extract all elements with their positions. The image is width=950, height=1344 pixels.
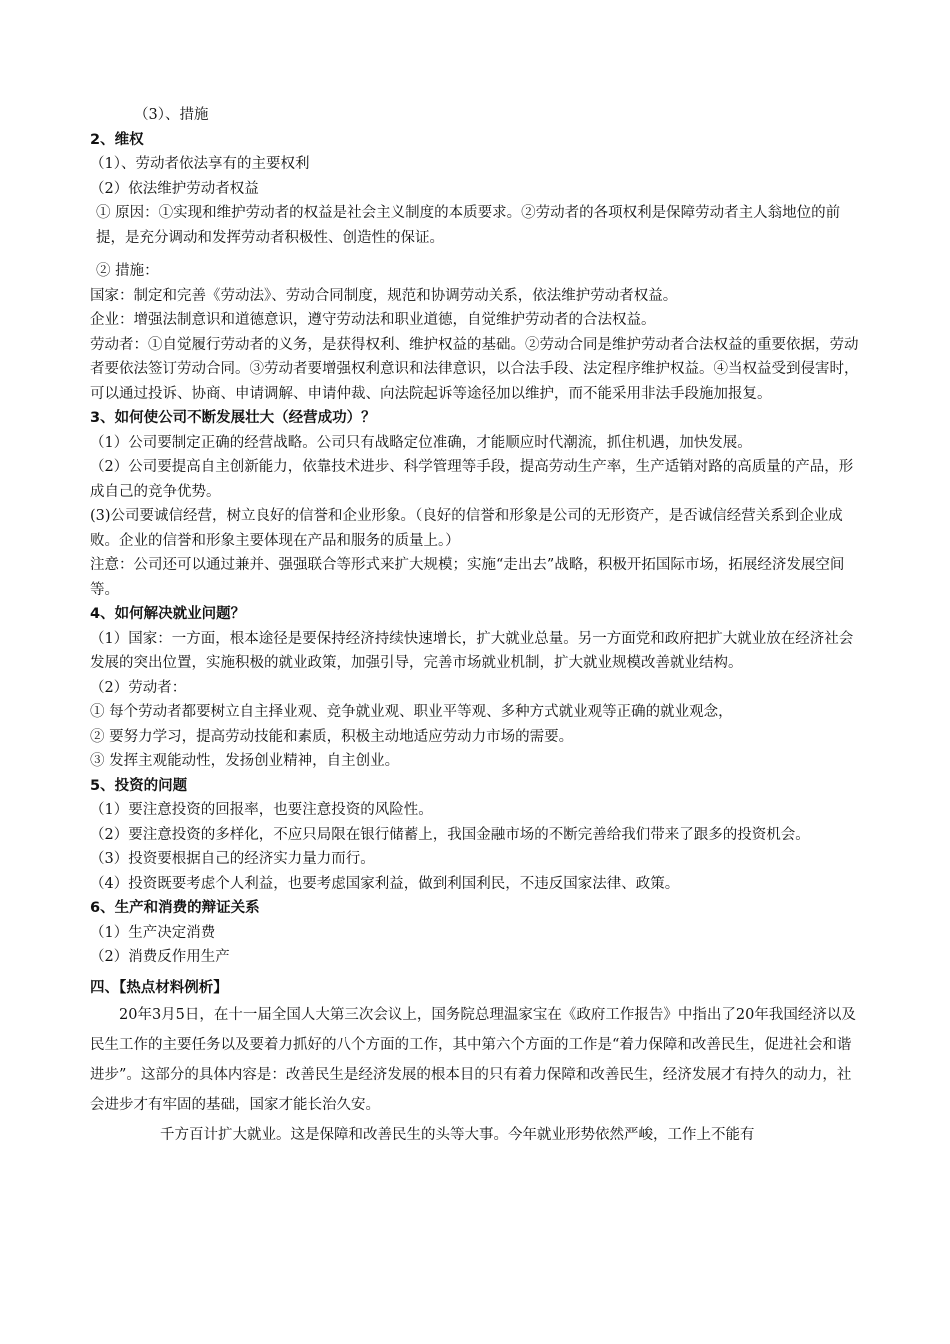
section-2-measures-label: ② 措施： <box>96 263 159 279</box>
section-5-item-2: （2）要注意投资的多样化，不应只局限在银行储蓄上，我国金融市场的不断完善给我们带来了跟多的投资机会。 <box>90 826 810 843</box>
part-4-heading: 四、【热点材料例析】 <box>90 979 228 996</box>
section-3-item-1: （1）公司要制定正确的经营战略。公司只有战略定位准确，才能顺应时代潮流，抓住机遇，加快发展。 <box>90 434 752 451</box>
section-6-item-2: （2）消费反作用生产 <box>90 949 230 965</box>
section-3-item-2: （2）公司要提高自主创新能力，依靠技术进步、科学管理等手段，提高劳动生产率，生产适销对路的高质量的产品，形成自己的竞争优势。 <box>90 459 854 500</box>
section-5-item-4: （4）投资既要考虑个人利益，也要考虑国家利益，做到利国利民，不违反国家法律、政策。 <box>90 875 680 892</box>
document-page <box>90 103 865 1150</box>
section-2-state-measures: 国家：制定和完善《劳动法》、劳动合同制度，规范和协调劳动关系，依法维护劳动者权益。 <box>90 287 678 304</box>
section-6-heading: 6、生产和消费的辩证关系 <box>90 900 260 916</box>
part-4-paragraph-2: 千方百计扩大就业。这是保障和改善民生的头等大事。今年就业形势依然严峻，工作上不能有 <box>160 1127 755 1143</box>
section-2-item-1: （1）、劳动者依法享有的主要权利 <box>90 156 310 172</box>
section-3-heading: 3、如何使公司不断发展壮大（经营成功）？ <box>90 410 376 426</box>
section-2-item-2: （2）依法维护劳动者权益 <box>90 180 259 197</box>
section-3-note: 注意：公司还可以通过兼并、强强联合等形式来扩大规模；实施“走出去”战略，积极开拓国际市场，拓展经济发展空间等。 <box>90 557 845 598</box>
section-4-subitem-2: ② 要努力学习，提高劳动技能和素质，积极主动地适应劳动力市场的需要。 <box>90 728 574 745</box>
section-2-worker-measures: 劳动者：①自觉履行劳动者的义务，是获得权利、维护权益的基础。②劳动合同是维护劳动者合法权益的重要依据，劳动者要依法签订劳动合同。③劳动者要增强权利意识和法律意识，以合法手段、法定程序维护权益。④当权益受到侵害时，可以通过投诉、协商、申请调解、申请仲裁、向法院起诉等途径加以维护，而不能采用非法手段施加报复。 <box>90 336 859 402</box>
part-4-paragraph-1: 20年3月5日，在十一届全国人大第三次会议上，国务院总理温家宝在《政府工作报告》中指出了20年我国经济以及民生工作的主要任务以及要着力抓好的八个方面的工作，其中第六个方面的工作是“着力保障和改善民生，促进社会和谐进步”。这部分的具体内容是：改善民生是经济发展的根本目的只有着力保障和改善民生，经济发展才有持久的动力，社会进步才有牢固的基础，国家才能长治久安。 <box>90 1007 856 1113</box>
section-4-subitem-3: ③ 发挥主观能动性，发扬创业精神，自主创业。 <box>90 753 400 769</box>
section-5-heading: 5、投资的问题 <box>90 777 188 794</box>
section-5-item-1: （1）要注意投资的回报率，也要注意投资的风险性。 <box>90 802 433 818</box>
section-2-reason: ① 原因：①实现和维护劳动者的权益是社会主义制度的本质要求。②劳动者的各项权利是保障劳动者主人翁地位的前提，是充分调动和发挥劳动者积极性、创造性的保证。 <box>96 205 841 246</box>
section-2-heading: 2、维权 <box>90 131 144 148</box>
section-3-item-3: (3)公司要诚信经营，树立良好的信誉和企业形象。（良好的信誉和形象是公司的无形资产，是否诚信经营关系到企业成败。企业的信誉和形象主要体现在产品和服务的质量上。） <box>90 508 843 549</box>
section-2-enterprise-measures: 企业：增强法制意识和道德意识，遵守劳动法和职业道德，自觉维护劳动者的合法权益。 <box>90 312 656 328</box>
section-4-item-2: （2）劳动者： <box>90 679 187 696</box>
section-6-item-1: （1）生产决定消费 <box>90 924 216 941</box>
section-5-item-3: （3）投资要根据自己的经济实力量力而行。 <box>90 851 375 867</box>
section-4-heading: 4、如何解决就业问题？ <box>90 606 246 622</box>
section-4-item-1: （1）国家：一方面，根本途径是要保持经济持续快速增长，扩大就业总量。另一方面党和政府把扩大就业放在经济社会发展的突出位置，实施积极的就业政策，加强引导，完善市场就业机制，扩大就业规模改善就业结构。 <box>90 630 854 671</box>
section-4-subitem-1: ① 每个劳动者都要树立自主择业观、竞争就业观、职业平等观、多种方式就业观等正确的就业观念， <box>90 704 733 720</box>
section-1-item-3: （3）、措施 <box>134 107 209 123</box>
